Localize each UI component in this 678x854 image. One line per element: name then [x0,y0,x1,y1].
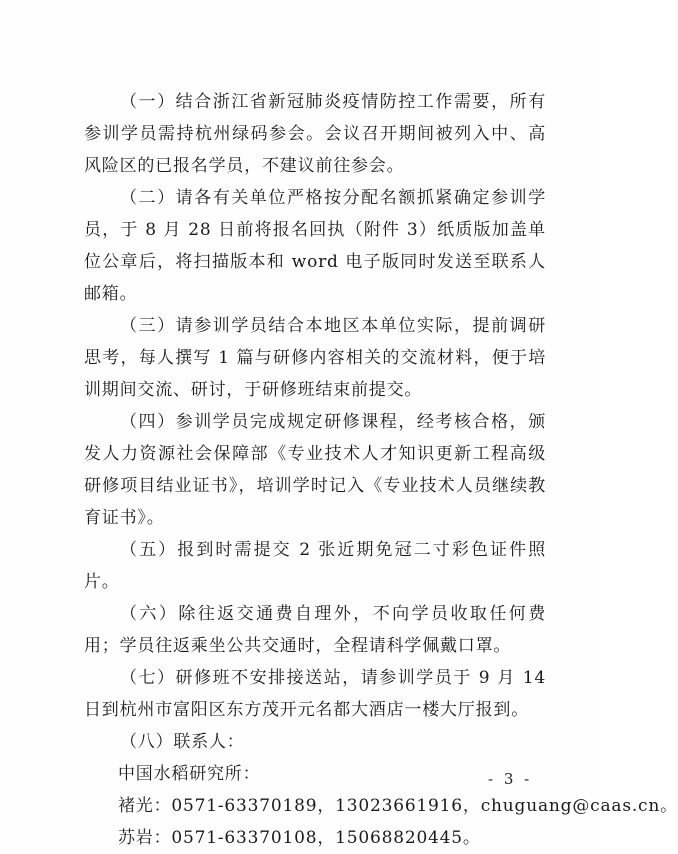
paragraph-4: （四）参训学员完成规定研修课程，经考核合格，颁发人力资源社会保障部《专业技术人才知识更新工程高级研修项目结业证书》，培训学时记入《专业技术人员继续教育证书》。 [84,412,546,528]
document-body [84,86,678,854]
paragraph-1: （一）结合浙江省新冠肺炎疫情防控工作需要，所有参训学员需持杭州绿码参会。会议召开期间被列入中、高风险区的已报名学员，不建议前往参会。 [84,92,546,176]
paragraph-5: （五）报到时需提交 2 张近期免冠二寸彩色证件照片。 [84,540,546,592]
contact-organization: 中国水稻研究所： [118,764,261,784]
page-number: - 3 - [488,770,533,788]
paragraph-7: （七）研修班不安排接送站，请参训学员于 9 月 14 日到杭州市富阳区东方茂开元名都大酒店一楼大厅报到。 [84,668,546,720]
contact-line-1: 褚光：0571-63370189，13023661916，chuguang@caas.cn。 [118,796,678,816]
paragraph-2: （二）请各有关单位严格按分配名额抓紧确定参训学员，于 8 月 28 日前将报名回执（附件 3）纸质版加盖单位公章后，将扫描版本和 word 电子版同时发送至联系人邮箱。 [84,188,546,304]
contact-line-2: 苏岩：0571-63370108，15068820445。 [118,828,481,848]
paragraph-3: （三）请参训学员结合本地区本单位实际，提前调研思考，每人撰写 1 篇与研修内容相关的交流材料，便于培训期间交流、研讨，于研修班结束前提交。 [84,316,546,400]
paragraph-8: （八）联系人： [120,732,245,752]
paragraph-6: （六）除往返交通费自理外，不向学员收取任何费用；学员往返乘坐公共交通时，全程请科学佩戴口罩。 [84,604,546,656]
